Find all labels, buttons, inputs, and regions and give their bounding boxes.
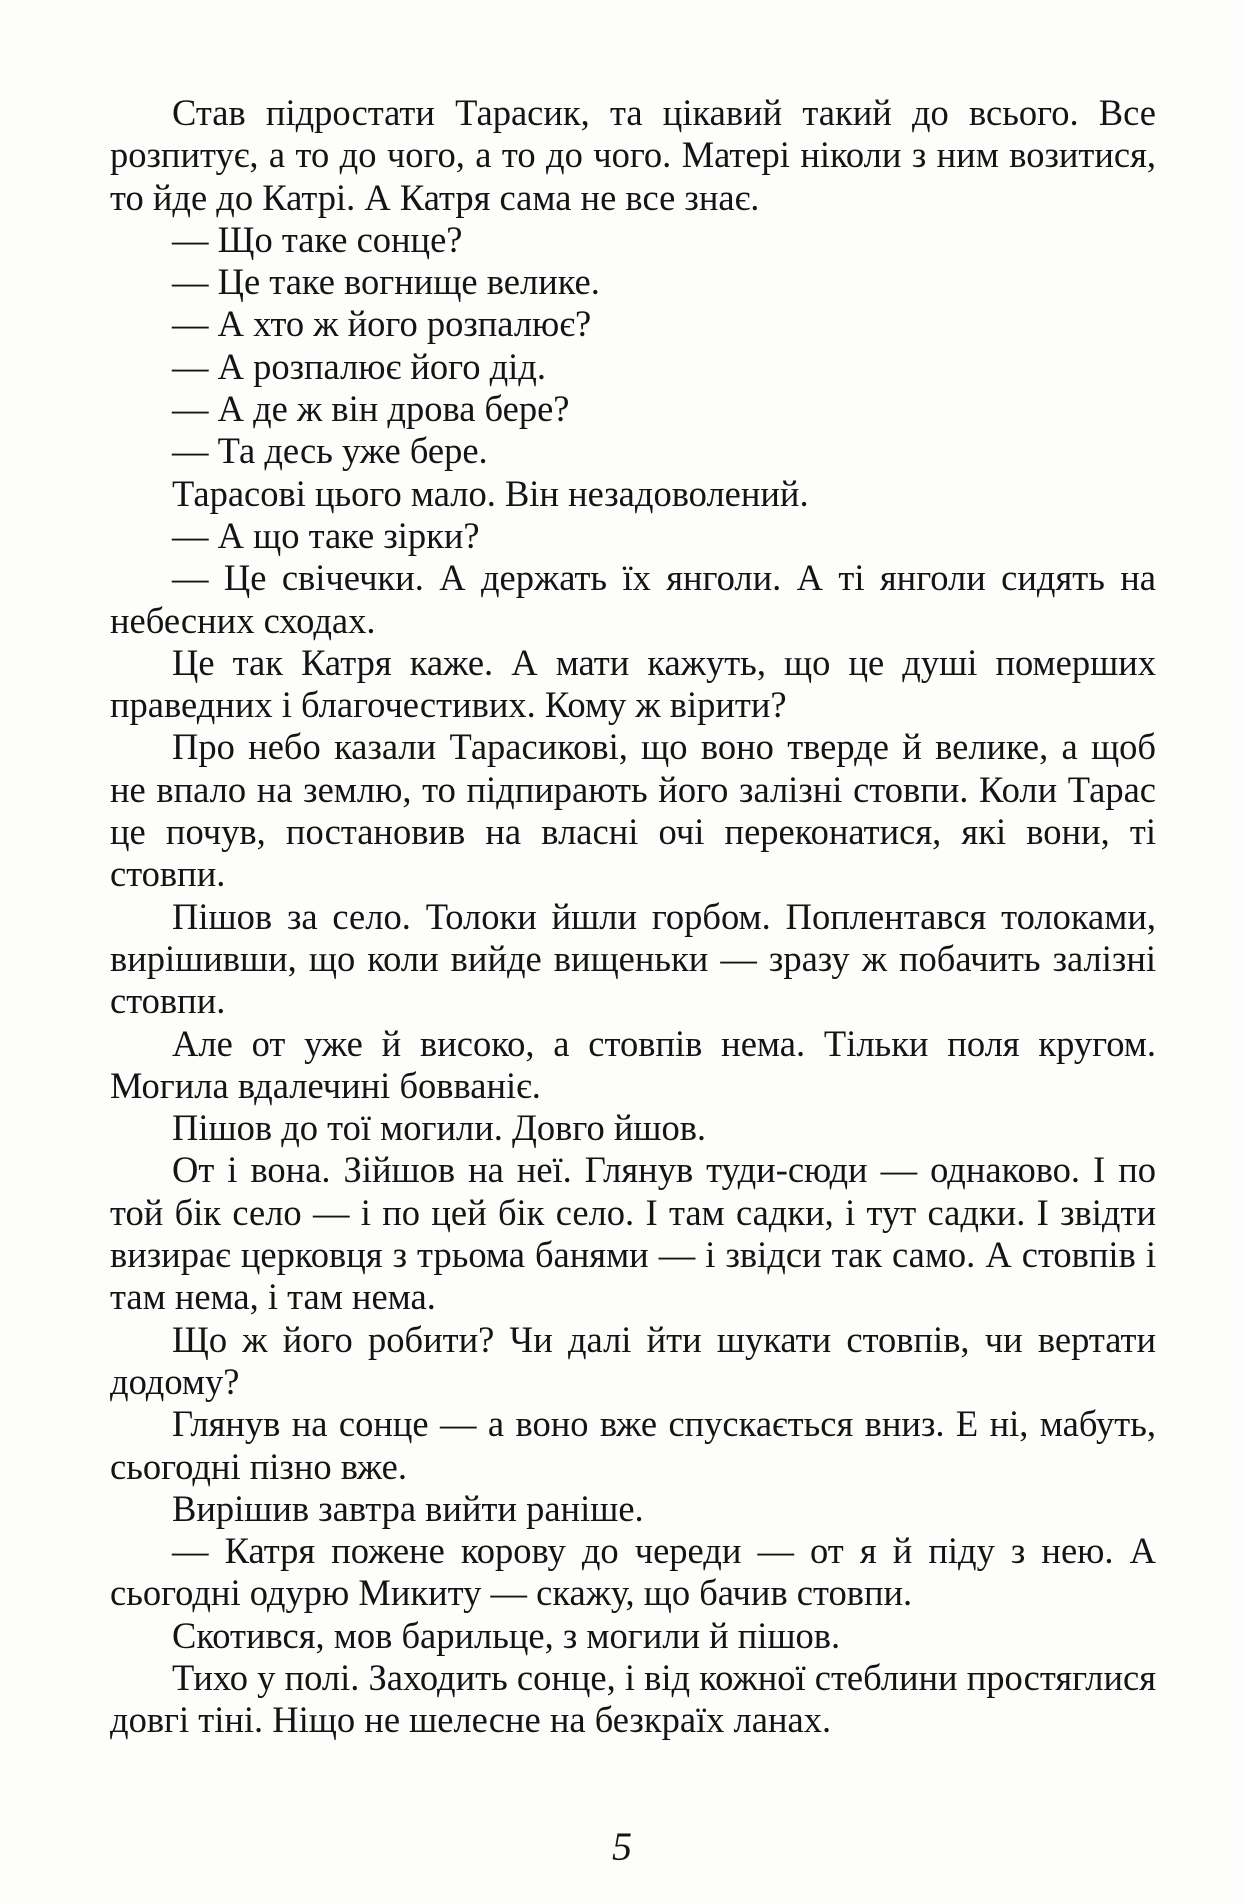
paragraph: Став підростати Тарасик, та цікавий такий до всього. Все розпитує, а то до чого, а то до чого. Матері ніколи з ним возитися, то йде до Катрі. А Катря сама не все знає.: [110, 92, 1156, 218]
paragraph: Тарасові цього мало. Він незадоволений.: [172, 472, 809, 514]
paragraph: Про небо казали Тарасикові, що воно тверде й велике, а щоб не впало на землю, то підпирають його залізні стовпи. Коли Тарас це почув, постановив на власні очі переконатися, які вони, ті стовпи.: [110, 726, 1156, 895]
paragraph: — Що таке сонце?: [172, 218, 463, 260]
paragraph: Пішов до тої могили. Довго йшов.: [172, 1107, 707, 1149]
paragraph: — Це свічечки. А держать їх янголи. А ті янголи сидять на небесних сходах.: [110, 557, 1156, 641]
paragraph: Що ж його робити? Чи далі йти шукати стовпів, чи вертати додому?: [110, 1318, 1156, 1402]
paragraph: Глянув на сонце — а воно вже спускається вниз. Е ні, мабуть, сьогодні пізно вже.: [110, 1403, 1156, 1487]
paragraph: Це так Катря каже. А мати кажуть, що це душі померших праведних і благочестивих. Кому ж вірити?: [110, 641, 1156, 726]
page-text: [110, 92, 1156, 1742]
paragraph: Вирішив завтра вийти раніше.: [172, 1487, 644, 1529]
paragraph: Але от уже й високо, а стовпів нема. Тільки поля кругом. Могила вдалечині бовваніє.: [110, 1022, 1156, 1106]
paragraph: — Та десь уже бере.: [172, 430, 488, 472]
paragraph: Пішов за село. Толоки йшли горбом. Поплентався толоками, вирішивши, що коли вийде вищеньки — зразу ж побачить залізні стовпи.: [110, 895, 1156, 1022]
paragraph: От і вона. Зійшов на неї. Глянув туди-сюди — однаково. І по той бік село — і по цей бік село. І там садки, і тут садки. І звідти визирає церковця з трьома банями — і звідси так само. А стовпів і там нема, і там нема.: [110, 1149, 1156, 1318]
paragraph: — Це таке вогнище велике.: [172, 261, 600, 303]
paragraph: — А що таке зірки?: [172, 514, 480, 556]
paragraph: — Катря пожене корову до череди — от я й піду з нею. А сьогодні одурю Микиту — скажу, що бачив стовпи.: [110, 1530, 1156, 1614]
paragraph: — А розпалює його дід.: [172, 345, 546, 387]
paragraph: Тихо у полі. Заходить сонце, і від кожної стеблини простяглися довгі тіні. Ніщо не шелесне на безкраїх ланах.: [110, 1656, 1156, 1741]
paragraph: — А хто ж його розпалює?: [172, 303, 592, 345]
paragraph: — А де ж він дрова бере?: [172, 388, 570, 430]
page-number: 5: [612, 1824, 632, 1869]
paragraph: Скотився, мов барильце, з могили й пішов.: [172, 1614, 841, 1656]
